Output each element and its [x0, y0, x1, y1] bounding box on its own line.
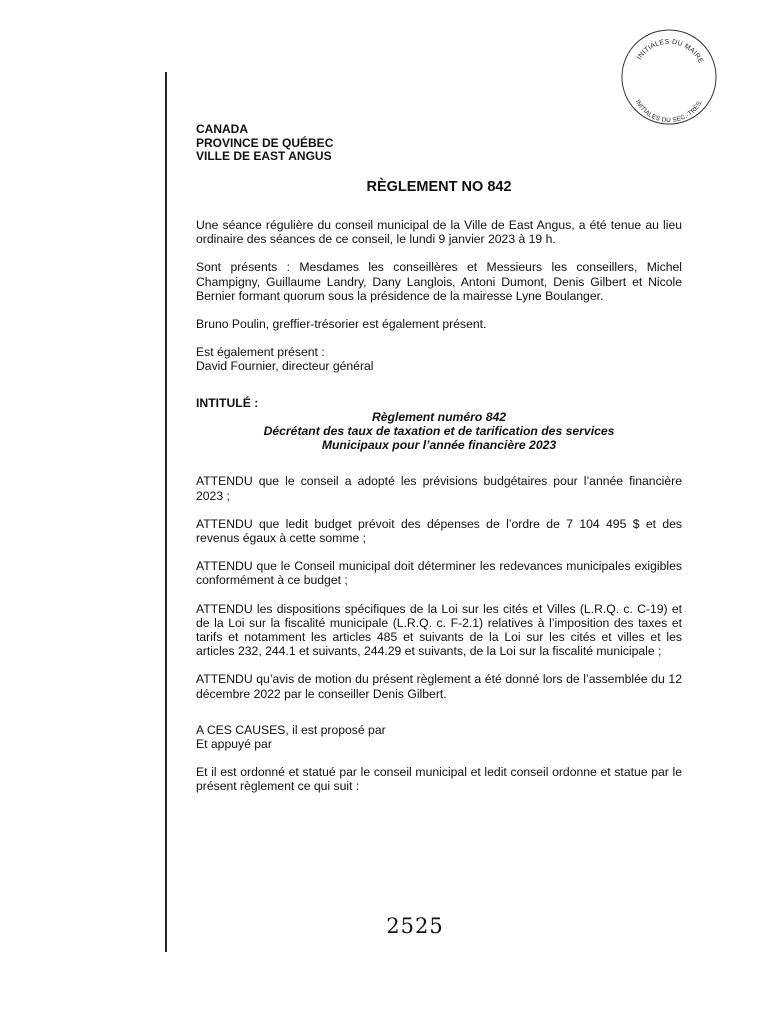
paragraph-egalement — [196, 345, 682, 373]
spacer — [196, 715, 682, 723]
intitule-block — [196, 396, 682, 453]
egalement-line2: David Fournier, directeur général — [196, 359, 374, 374]
attendu-4: ATTENDU les dispositions spécifiques de la Loi sur les cités et Villes (L.R.Q. c. C-19) et de la Loi sur la fiscalité municipale (L.R.Q. c. F-2.1) relatives à l’imposition des taxes et tarifs et notamment les articles 485 et suivants de la Loi sur les cités et villes et les articles 232, 244.1 et suivants, 244.29 et suivants, de la Loi sur la fiscalité municipale ; — [196, 601, 682, 659]
margin-rule — [165, 72, 167, 952]
causes-line2: Et appuyé par — [196, 737, 272, 752]
paragraph-ordonne: Et il est ordonné et statué par le conseil municipal et ledit conseil ordonne et statue par le présent règlement ce qui suit : — [196, 765, 682, 794]
initials-seal — [620, 28, 718, 126]
svg-text:INITIALES DU MAIRE — [636, 39, 704, 65]
attendu-3: ATTENDU que le Conseil municipal doit déterminer les redevances municipales exigibles conformément à ce budget ; — [196, 559, 682, 588]
paragraph-presents: Sont présents : Mesdames les conseillères et Messieurs les conseillers, Michel Champigny, Guillaume Landry, Dany Langlois, Antoni Dumont, Denis Gilbert et Nicole Bernier formant quorum sous la présidence de la mairesse Lyne Boulanger. — [196, 260, 682, 303]
header-city: VILLE DE EAST ANGUS — [196, 149, 332, 164]
attendu-1: ATTENDU que le conseil a adopté les prévisions budgétaires pour l’année financière 2023 ; — [196, 474, 682, 503]
header-country: CANADA — [196, 122, 248, 136]
paragraph-greffier: Bruno Poulin, greffier-trésorier est également présent. — [196, 317, 487, 331]
page-title: RÈGLEMENT NO 842 — [366, 178, 512, 195]
document-body — [196, 123, 682, 808]
seal-top-text: INITIALES DU MAIRE — [636, 38, 705, 65]
seal-bottom-text: INITIALES DU SEC.-TRÉS. — [633, 98, 705, 125]
paragraph-causes — [196, 723, 682, 751]
attendu-5: ATTENDU qu’avis de motion du présent règlement a été donné lors de l’assemblée du 12 décembre 2022 par le conseiller Denis Gilbert. — [196, 672, 682, 701]
jurisdiction-header — [196, 123, 682, 164]
spacer — [196, 452, 682, 474]
egalement-line1: Est également présent : — [196, 345, 325, 360]
paragraph-seance: Une séance régulière du conseil municipal de la Ville de East Angus, a été tenue au lieu ordinaire des séances de ce conseil, le lundi 9 janvier 2023 à 19 h. — [196, 217, 682, 247]
causes-line1: A CES CAUSES, il est proposé par — [196, 722, 386, 737]
attendu-2: ATTENDU que ledit budget prévoit des dépenses de l’ordre de 7 104 495 $ et des revenus égaux à cette somme ; — [196, 516, 682, 546]
intitule-line3: Municipaux pour l’année financière 2023 — [321, 438, 557, 453]
intitule-line2: Décrétant des taux de taxation et de tarification des services — [263, 424, 615, 439]
intitule-line1: Règlement numéro 842 — [371, 409, 507, 424]
svg-text:INITIALES DU SEC.-TRÉS. — [634, 99, 705, 124]
header-province: PROVINCE DE QUÉBEC — [196, 135, 334, 150]
intitule-label: INTITULÉ : — [196, 395, 259, 410]
page-number: 2525 — [386, 914, 444, 938]
